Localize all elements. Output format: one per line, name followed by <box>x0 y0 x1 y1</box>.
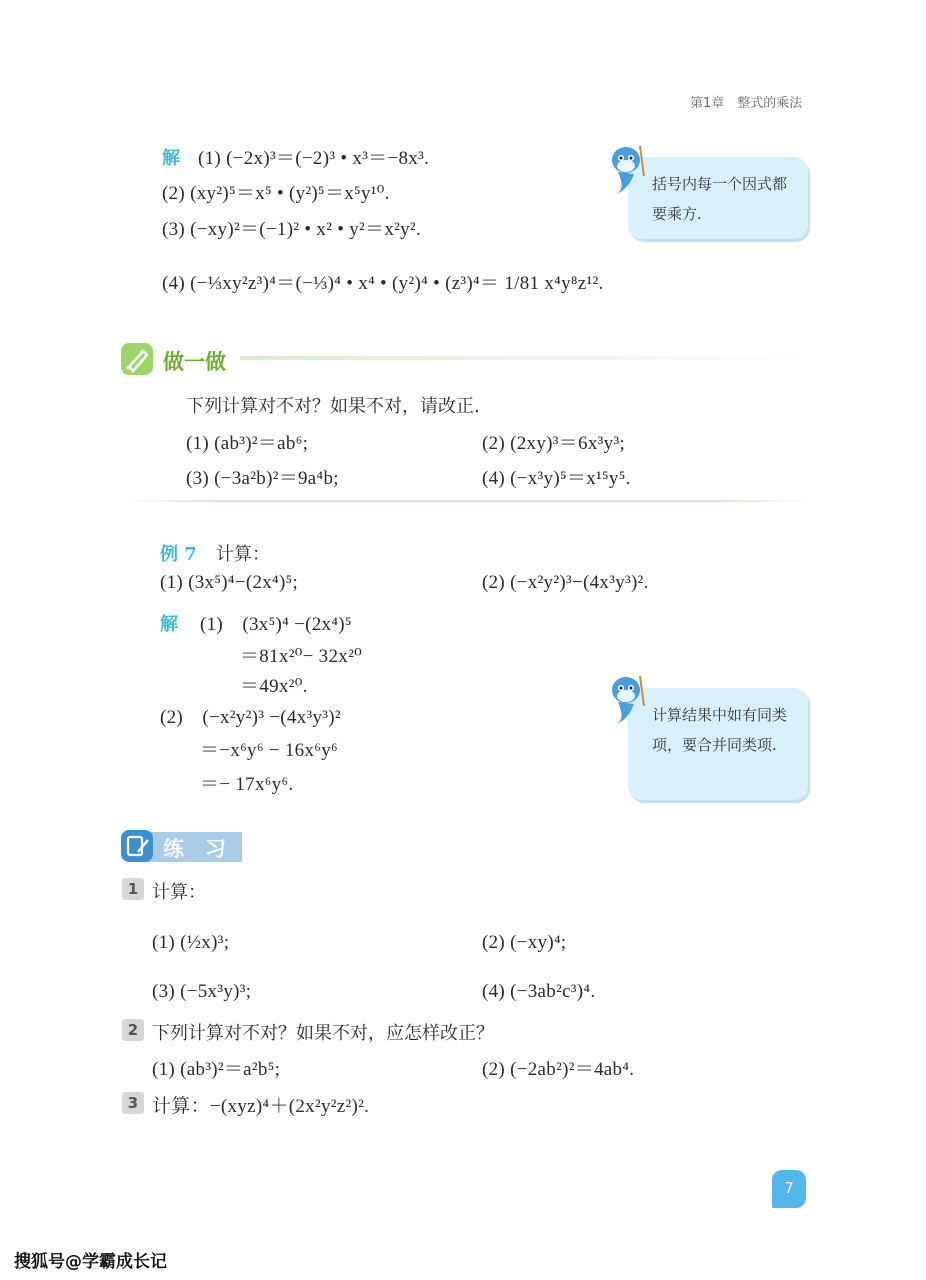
do-section-header <box>121 343 321 377</box>
q2-item-1: (1) (ab³)²＝a²b⁵; <box>152 1059 281 1080</box>
do-item-3: (3) (−3a²b)²＝9a⁴b; <box>186 468 339 489</box>
question-number-1: 1 <box>122 878 144 900</box>
question-3-text: 计算：−(xyz)⁴＋(2x²y²z²)². <box>152 1096 370 1117</box>
notebook-pencil-icon <box>121 830 153 862</box>
pencil-ruler-icon <box>121 343 153 375</box>
section-rule <box>240 356 810 360</box>
solution1-line-2: (2) (xy²)⁵＝x⁵ • (y²)⁵＝x⁵y¹⁰. <box>162 183 390 204</box>
do-prompt: 下列计算对不对？如果不对，请改正. <box>186 396 480 417</box>
q1-item-3: (3) (−5x³y)³; <box>152 981 252 1002</box>
chapter-header: 第1章 整式的乘法 <box>690 96 803 111</box>
dolphin-mascot-icon <box>606 670 648 726</box>
q1-item-2: (2) (−xy)⁴; <box>482 932 567 953</box>
example-sol2-line-2: ＝−x⁶y⁶ − 16x⁶y⁶ <box>200 740 338 761</box>
do-item-4: (4) (−x³y)⁵＝x¹⁵y⁵. <box>482 468 631 489</box>
solution1-line-1: (1) (−2x)³＝(−2)³ • x³＝−8x³. <box>198 148 430 169</box>
page-number-badge: 7 <box>772 1170 806 1208</box>
tip-note-2: 计算结果中如有同类项，要合并同类项. <box>628 688 808 800</box>
example-sol2-line-1: (2) (−x²y²)³ −(4x³y³)² <box>160 707 341 728</box>
practice-section-header <box>121 830 251 864</box>
q1-item-4: (4) (−3ab²c³)⁴. <box>482 981 596 1002</box>
q1-item-1: (1) (½x)³; <box>152 932 230 953</box>
question-2-text: 下列计算对不对？如果不对，应怎样改正？ <box>152 1023 494 1044</box>
practice-title: 练 习 <box>163 837 226 861</box>
solution1-line-3: (3) (−xy)²＝(−1)² • x² • y²＝x²y². <box>162 219 421 240</box>
example-problem-2: (2) (−x²y²)³−(4x³y³)². <box>482 572 649 593</box>
question-number-3: 3 <box>122 1092 144 1114</box>
question-number-2: 2 <box>122 1019 144 1041</box>
do-item-1: (1) (ab³)²＝ab⁶; <box>186 433 309 454</box>
question-1-text: 计算： <box>152 882 206 903</box>
watermark: 搜狐号@学霸成长记 <box>14 1252 167 1272</box>
dolphin-mascot-icon <box>606 140 648 196</box>
tip-note-1: 括号内每一个因式都要乘方. <box>628 157 808 239</box>
do-item-2: (2) (2xy)³＝6x³y³; <box>482 433 626 454</box>
example-problem-1: (1) (3x⁵)⁴−(2x⁴)⁵; <box>160 572 299 593</box>
example-title: 计算： <box>216 544 270 565</box>
example-sol1-line-3: ＝49x²⁰. <box>240 676 308 697</box>
solution1-line-4: (4) (−⅓xy²z³)⁴＝(−⅓)⁴ • x⁴ • (y²)⁴ • (z³)⁴＝ 1/81 x⁴y⁸z¹². <box>162 273 604 294</box>
example-solution-label: 解 <box>160 614 178 635</box>
example-sol2-line-3: ＝− 17x⁶y⁶. <box>200 774 294 795</box>
example-label: 例 7 <box>160 544 197 565</box>
do-section-title: 做一做 <box>163 350 226 374</box>
example-sol1-line-2: ＝81x²⁰− 32x²⁰ <box>240 646 362 667</box>
solution-label: 解 <box>162 148 180 169</box>
q2-item-2: (2) (−2ab²)²＝4ab⁴. <box>482 1059 635 1080</box>
section-divider <box>122 500 812 502</box>
example-sol1-line-1: (1) (3x⁵)⁴ −(2x⁴)⁵ <box>200 614 352 635</box>
